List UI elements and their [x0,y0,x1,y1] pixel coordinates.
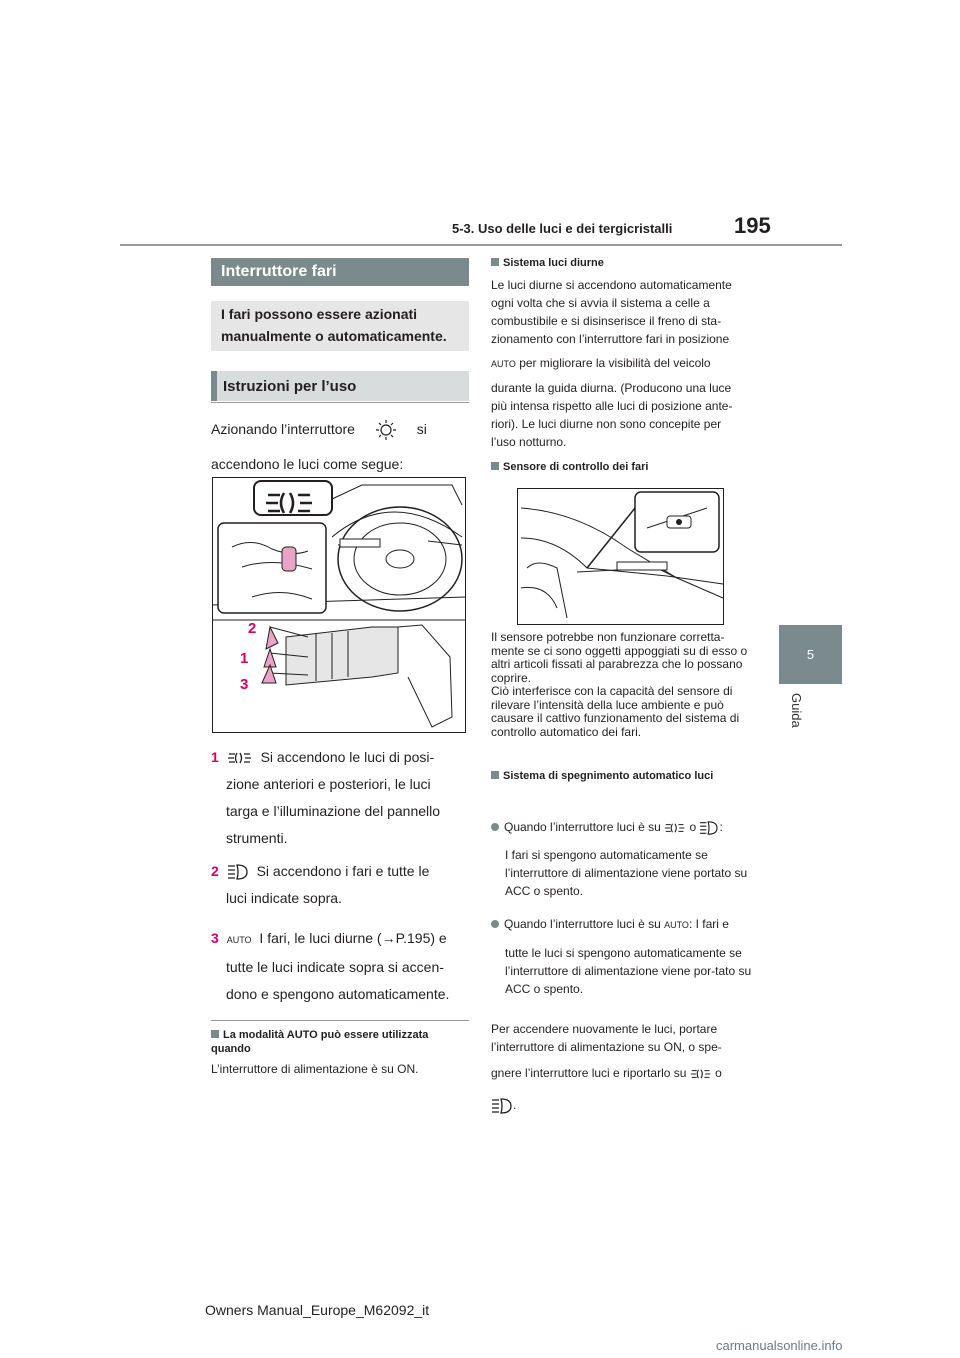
square-bullet-icon [211,1030,219,1038]
light-switch-icon [371,419,401,441]
item-text: strumenti. [226,830,288,846]
sensor-figure [517,488,724,625]
auto-icon: AUTO [226,935,252,945]
drl-line: Le luci diurne si accendono automaticamente [491,278,732,292]
auto-icon: AUTO [491,359,516,369]
list-item [211,925,471,1008]
chapter-label: Guida [789,693,804,728]
list-item [211,744,471,852]
item-text: Si accendono le luci di posi- [260,749,435,765]
header-rule [120,244,842,246]
position-lights-icon [664,822,686,834]
auto-note-heading-text: La modalità AUTO può essere utilizzata quando [211,1029,429,1055]
auto-note-text: L’interruttore di alimentazione è su ON. [211,1062,419,1076]
item-number: 2 [211,863,219,879]
item-text: I fari, le luci diurne (→P.195) e [259,930,447,946]
item-text: tutte le luci indicate sopra si accen- [226,959,444,975]
drl-line: zionamento con l’interruttore fari in posizione [491,332,730,346]
square-bullet-icon [491,462,499,470]
intro-box: I fari possono essere azionati manualmente o automaticamente. [211,301,469,351]
bullet-item [491,915,753,998]
section-title: 5-3. Uso delle luci e dei tergicristalli [452,221,673,236]
square-bullet-icon [491,771,499,779]
sensor-text [491,631,756,739]
drl-line: per migliorare la visibilità del veicolo [519,356,711,370]
position-lights-icon [690,1068,712,1080]
drl-line: combustibile e si disinserisce il freno di sta- [491,314,722,328]
bullet-icon [491,823,499,831]
bullet-or: o [689,820,697,834]
chapter-tab: 5 [779,625,842,684]
intro-text-a: Azionando l’interruttore [211,421,355,437]
item-number: 3 [211,930,219,946]
intro-paragraph [211,416,471,478]
bullet-tail: : I fari e [688,917,729,931]
list-item [211,858,471,912]
sensor-heading-text: Sensore di controllo dei fari [503,461,649,473]
intro-text-c: accendono le luci come segue: [211,456,404,472]
watermark: carmanualsonline.info [716,1338,843,1353]
final-line: gnere l’interruttore luci e riportarlo su [491,1066,687,1080]
drl-heading-text: Sistema luci diurne [503,257,604,269]
drl-line: più intensa rispetto alle luci di posizione ante- [491,399,733,413]
subheading-rule [211,402,469,403]
final-paragraph: Per accendere nuovamente le luci, portare l’interruttore di alimentazione su ON, o spe- gnere l’interruttore luci e riportarlo su o . [491,1020,756,1115]
light-switch-figure [212,477,466,733]
auto-icon: AUTO [664,920,689,930]
position-lights-icon [227,751,253,765]
item-text: zione anteriori e posteriori, le luci [226,776,431,792]
drl-heading [491,257,604,269]
bullet-item: Quando l’interruttore luci è su o : I fari si spengono automaticamente se l’interruttore di alimentazione viene portato su ACC o spento. [491,818,753,900]
item-text: Si accendono i fari e tutte le [256,863,430,879]
subheading: Istruzioni per l’uso [211,371,469,401]
figure-label-1: 1 [240,650,249,667]
bullet-lead: Quando l’interruttore luci è su [504,820,661,834]
figure-label-2: 2 [248,620,257,637]
final-line: l’interruttore di alimentazione su ON, o spe- [491,1040,722,1054]
sensor-text-2: Ciò interferisce con la capacità del sensore di rilevare l’intensità della luce ambiente e può causare il cattivo funzionamento del sistema di controllo automatico dei fari. [491,684,740,739]
divider [211,1020,469,1021]
drl-paragraph [491,276,761,451]
item-text: luci indicate sopra. [226,890,342,906]
final-or: o [715,1066,722,1080]
footer-text: Owners Manual_Europe_M62092_it [205,1302,430,1318]
off-heading-text: Sistema di spegnimento automatico luci [503,770,714,782]
item-text: targa e l’illuminazione del pannello [226,803,441,819]
square-bullet-icon [491,258,499,266]
off-heading [491,769,741,783]
headlights-icon [227,863,249,881]
bullet-lead: Quando l’interruttore luci è su [504,917,661,931]
sensor-text-1: Il sensore potrebbe non funzionare corretta-mente se ci sono oggetti appoggiati su di esso o altri articoli fissati al parabrezza che lo possano coprire. [491,630,748,685]
headlights-icon [699,820,719,836]
headlights-icon [491,1097,513,1115]
page-number: 195 [734,213,771,238]
sensor-heading [491,461,648,473]
intro-text-b: si [416,421,427,437]
bullet-body: I fari si spengono automaticamente se l’interruttore di alimentazione viene portato su ACC o spento. [505,848,748,898]
final-line: Per accendere nuovamente le luci, portare [491,1022,718,1036]
drl-line: ogni volta che si avvia il sistema a celle a [491,296,710,310]
section-heading: Interruttore fari [211,258,469,286]
item-text: dono e spengono automaticamente. [226,986,450,1002]
drl-line: durante la guida diurna. (Producono una luce [491,381,732,395]
item-number: 1 [211,749,219,765]
auto-note-heading [211,1028,469,1056]
figure-label-3: 3 [240,676,249,693]
drl-line: l’uso notturno. [491,435,567,449]
drl-line: riori). Le luci diurne non sono concepite per [491,417,722,431]
bullet-icon [491,920,499,928]
bullet-body: tutte le luci si spengono automaticamente se l’interruttore di alimentazione viene por-tato su ACC o spento. [505,946,752,996]
